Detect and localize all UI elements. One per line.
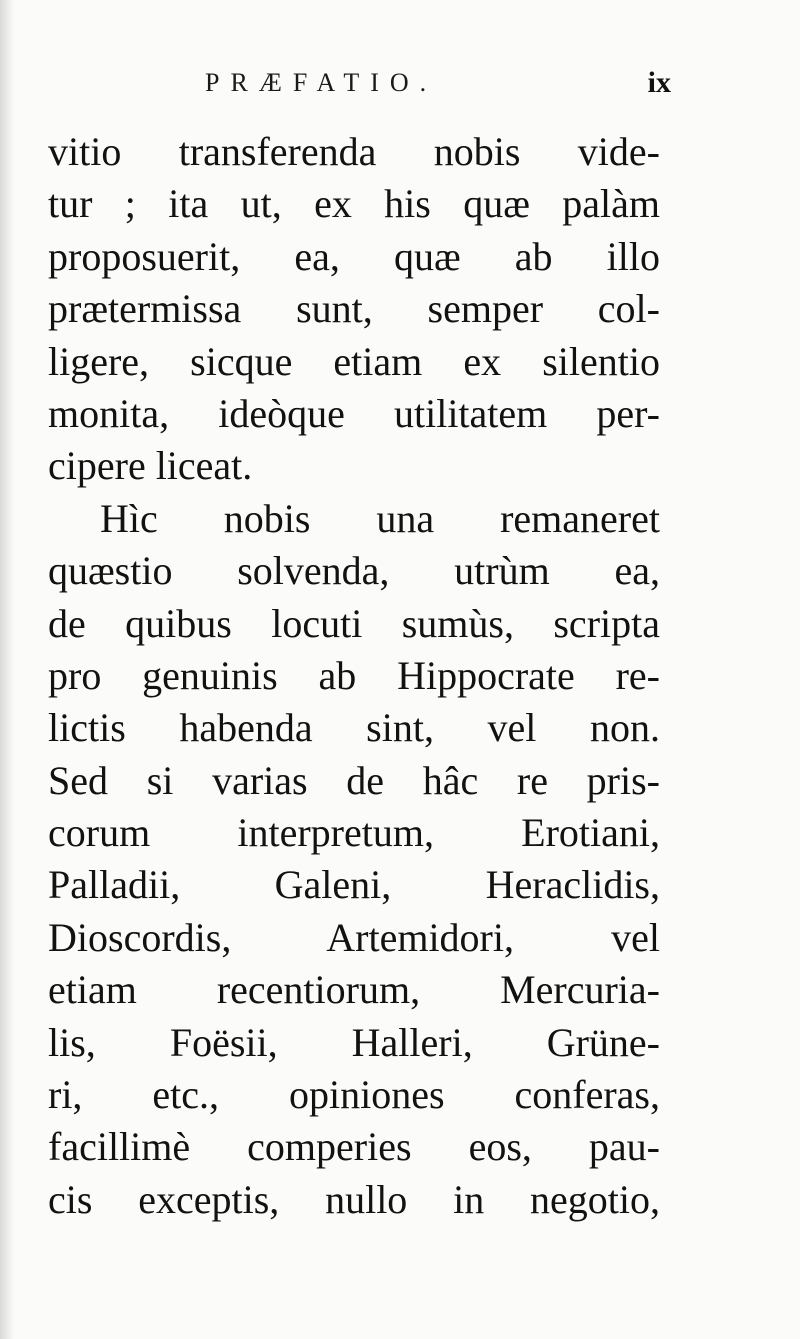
text-line: de quibus locuti sumùs, scripta: [48, 600, 660, 646]
text-line: quæstio solvenda, utrùm ea,: [48, 548, 660, 594]
text-line: Palladii, Galeni, Heraclidis,: [48, 862, 660, 908]
text-line: pro genuinis ab Hippocrate re-: [48, 652, 660, 698]
text-line: lictis habenda sint, vel non.: [48, 705, 660, 751]
text-line: tur ; ita ut, ex his quæ palàm: [48, 181, 660, 227]
running-title: PRÆFATIO.: [205, 68, 438, 97]
text-line: ri, etc., opiniones conferas,: [48, 1072, 660, 1118]
text-line: cipere liceat.: [48, 443, 253, 489]
text-line: etiam recentiorum, Mercuria-: [48, 967, 660, 1013]
text-line: cis exceptis, nullo in negotio,: [48, 1176, 660, 1222]
text-line: prætermissa sunt, semper col-: [48, 286, 660, 332]
text-line: facillimè comperies eos, pau-: [48, 1124, 660, 1170]
text-line: Dioscordis, Artemidori, vel: [48, 914, 660, 960]
text-line: proposuerit, ea, quæ ab illo: [48, 233, 660, 279]
page-number: ix: [647, 66, 671, 99]
text-line: lis, Foësii, Halleri, Grüne-: [48, 1019, 660, 1065]
text-line: Hìc nobis una remaneret: [100, 495, 660, 541]
body-text: [48, 126, 660, 1226]
text-line: monita, ideòque utilitatem per-: [48, 390, 660, 436]
page-header: [205, 62, 675, 104]
text-line: vitio transferenda nobis vide-: [48, 129, 660, 174]
text-line: Sed si varias de hâc re pris-: [48, 757, 660, 803]
text-line: ligere, sicque etiam ex silentio: [48, 338, 660, 384]
text-line: corum interpretum, Erotiani,: [48, 810, 660, 856]
